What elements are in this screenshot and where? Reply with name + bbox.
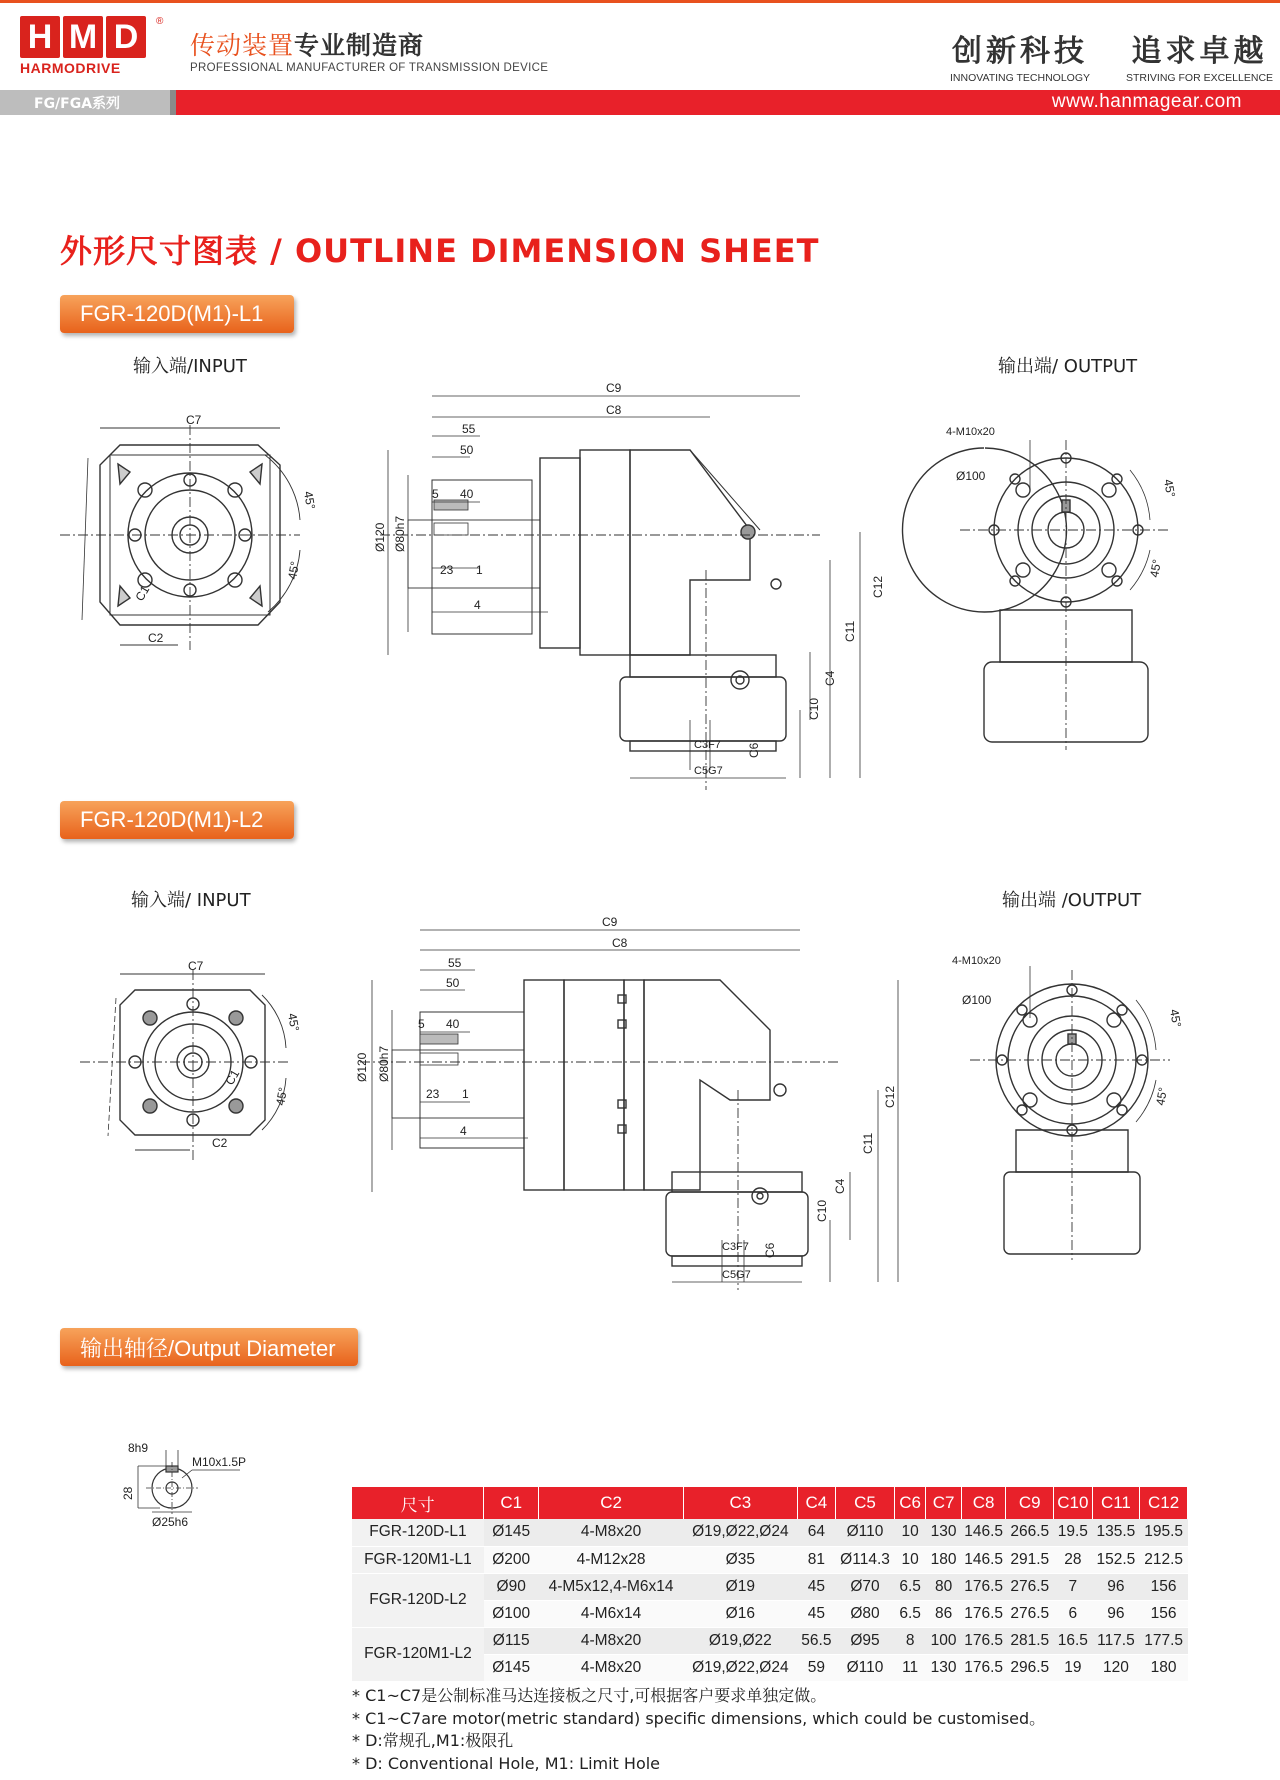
table-row (352, 1627, 1188, 1654)
cell-c6: 8 (894, 1627, 925, 1654)
col-header-c10: C10 (1054, 1487, 1093, 1519)
cell-c1: Ø90 (484, 1573, 539, 1600)
dim-5-l2: 5 (418, 1017, 425, 1031)
cell-c5: Ø114.3 (836, 1546, 895, 1573)
cell-c7: 80 (926, 1573, 961, 1600)
cell-c3: Ø19,Ø22,Ø24 (684, 1654, 798, 1681)
dim-m10-l2: 4-M10x20 (952, 955, 1001, 967)
logo-letter-d: D (106, 16, 146, 58)
cell-c9: 281.5 (1006, 1627, 1054, 1654)
section-label-l2: FGR-120D(M1)-L2 (60, 801, 294, 839)
company-logo[interactable] (20, 16, 164, 82)
cell-c11: 96 (1092, 1573, 1140, 1600)
cell-c3: Ø19,Ø22,Ø24 (684, 1519, 798, 1546)
dim-45c-l1: 45° (1161, 478, 1178, 499)
cell-c8: 176.5 (961, 1654, 1006, 1681)
series-tab[interactable]: FG/FGA系列 (0, 90, 170, 115)
dim-c4-l2: C4 (833, 1178, 847, 1194)
dim-c8-l1: C8 (606, 403, 622, 417)
cell-c10: 16.5 (1054, 1627, 1093, 1654)
cell-c12: 156 (1140, 1600, 1188, 1627)
cell-c2: 4-M12x28 (539, 1546, 684, 1573)
dim-c10-l1: C10 (807, 697, 821, 720)
dim-45a-l1: 45° (301, 490, 318, 511)
cell-c4: 59 (797, 1654, 836, 1681)
model-cell: FGR-120D-L1 (352, 1519, 484, 1546)
logo-letter-h: H (20, 16, 60, 58)
dim-45b-l1: 45° (285, 560, 303, 581)
brand-tagline-cn-b: 专业制造商 (294, 31, 425, 60)
cell-c10: 7 (1054, 1573, 1093, 1600)
shaft-thread-dim: M10x1.5P (192, 1455, 247, 1469)
dim-40-l1: 40 (460, 487, 474, 501)
cell-c6: 10 (894, 1546, 925, 1573)
cell-c1: Ø145 (484, 1519, 539, 1546)
cell-c4: 64 (797, 1519, 836, 1546)
cell-c7: 130 (926, 1519, 961, 1546)
col-header-size: 尺寸 (352, 1487, 484, 1519)
dim-c1-l1: C1 (132, 583, 153, 604)
cell-c2: 4-M5x12,4-M6x14 (539, 1573, 684, 1600)
cell-c11: 135.5 (1092, 1519, 1140, 1546)
input-view-label-l1: 输入端/INPUT (133, 356, 247, 377)
cell-c5: Ø110 (836, 1654, 895, 1681)
brand-tagline-cn-a: 传动装置 (190, 31, 295, 60)
cell-c2: 4-M6x14 (539, 1600, 684, 1627)
cell-c2: 4-M8x20 (539, 1519, 684, 1546)
cell-c10: 28 (1054, 1546, 1093, 1573)
dim-c10-l2: C10 (815, 1199, 829, 1222)
cell-c7: 100 (926, 1627, 961, 1654)
cell-c7: 86 (926, 1600, 961, 1627)
dimension-table (352, 1487, 1188, 1682)
cell-c1: Ø145 (484, 1654, 539, 1681)
cell-c12: 177.5 (1140, 1627, 1188, 1654)
dim-c12-l2: C12 (883, 1085, 897, 1108)
output-shaft-drawing (0, 1430, 280, 1540)
dim-c1-l2: C1 (222, 1067, 243, 1088)
cell-c10: 6 (1054, 1600, 1093, 1627)
shaft-key-dim: 8h9 (128, 1441, 149, 1455)
col-header-c7: C7 (926, 1487, 961, 1519)
dim-45c-l2: 45° (1167, 1008, 1184, 1029)
cell-c7: 130 (926, 1654, 961, 1681)
dim-c6-l2: C6 (763, 1242, 777, 1258)
footnotes (352, 1685, 1045, 1775)
cell-c12: 212.5 (1140, 1546, 1188, 1573)
table-row (352, 1573, 1188, 1600)
dim-50-l2: 50 (446, 976, 460, 990)
section-label-l1: FGR-120D(M1)-L1 (60, 295, 294, 333)
dim-c11-l2: C11 (861, 1132, 875, 1154)
dim-1-l1: 1 (476, 563, 483, 577)
dim-c2-l2: C2 (212, 1136, 228, 1150)
cell-c6: 6.5 (894, 1573, 925, 1600)
dim-45d-l2: 45° (1153, 1086, 1171, 1107)
brand-tagline-cn (190, 26, 424, 62)
cell-c3: Ø16 (684, 1600, 798, 1627)
footnote-4: * D: Conventional Hole, M1: Limit Hole (352, 1753, 661, 1773)
output-view-label-l2: 输出端 /OUTPUT (1002, 890, 1142, 911)
cell-c3: Ø19 (684, 1573, 798, 1600)
dim-45d-l1: 45° (1147, 558, 1165, 579)
cell-c11: 152.5 (1092, 1546, 1140, 1573)
dim-m10-l1: 4-M10x20 (946, 426, 995, 438)
cell-c7: 180 (926, 1546, 961, 1573)
model-cell: FGR-120D-L2 (352, 1573, 484, 1627)
registered-mark: ® (156, 16, 164, 27)
dim-c5-l2: C5G7 (722, 1269, 751, 1281)
shaft-diameter-dim: Ø25h6 (152, 1515, 189, 1529)
cell-c9: 276.5 (1006, 1600, 1054, 1627)
dim-100-l2: Ø100 (962, 993, 992, 1007)
cell-c10: 19 (1054, 1654, 1093, 1681)
cell-c9: 266.5 (1006, 1519, 1054, 1546)
cell-c12: 180 (1140, 1654, 1188, 1681)
cell-c4: 81 (797, 1546, 836, 1573)
dim-23-l2: 23 (426, 1087, 440, 1101)
cell-c8: 176.5 (961, 1600, 1006, 1627)
col-header-c8: C8 (961, 1487, 1006, 1519)
cell-c9: 296.5 (1006, 1654, 1054, 1681)
dim-23-l1: 23 (440, 563, 454, 577)
dim-40-l2: 40 (446, 1017, 460, 1031)
dim-c6-l1: C6 (747, 742, 761, 758)
slogan-1-en: INNOVATING TECHNOLOGY (950, 72, 1091, 84)
model-cell: FGR-120M1-L2 (352, 1627, 484, 1681)
dim-c12-l1: C12 (871, 575, 885, 598)
header-top-rule (0, 0, 1280, 3)
col-header-c9: C9 (1006, 1487, 1054, 1519)
cell-c2: 4-M8x20 (539, 1627, 684, 1654)
cell-c4: 45 (797, 1600, 836, 1627)
cell-c1: Ø115 (484, 1627, 539, 1654)
cell-c2: 4-M8x20 (539, 1654, 684, 1681)
col-header-c11: C11 (1092, 1487, 1140, 1519)
dim-45b-l2: 45° (273, 1086, 291, 1107)
page-title: 外形尺寸图表 / OUTLINE DIMENSION SHEET (60, 232, 820, 270)
footnote-2: * C1~C7are motor(metric standard) specific dimensions, which could be customised。 (352, 1708, 1046, 1728)
col-header-c1: C1 (484, 1487, 539, 1519)
slogan-striving (1126, 26, 1273, 84)
slogan-2-en: STRIVING FOR EXCELLENCE (1126, 72, 1274, 84)
dim-5-l1: 5 (432, 487, 439, 501)
cell-c1: Ø100 (484, 1600, 539, 1627)
cell-c9: 276.5 (1006, 1573, 1054, 1600)
dim-c7-l1: C7 (186, 413, 202, 427)
cell-c3: Ø19,Ø22 (684, 1627, 798, 1654)
brand-tagline-en: PROFESSIONAL MANUFACTURER OF TRANSMISSION DEVICE (190, 62, 549, 74)
input-view-label-l2: 输入端/ INPUT (131, 890, 251, 911)
cell-c6: 6.5 (894, 1600, 925, 1627)
cell-c5: Ø95 (836, 1627, 895, 1654)
dim-c3-l1: C3F7 (694, 739, 721, 751)
dim-80-l2: Ø80h7 (377, 1045, 391, 1082)
dim-c5-l1: C5G7 (694, 765, 723, 777)
cell-c12: 195.5 (1140, 1519, 1188, 1546)
dim-120-l2: Ø120 (355, 1052, 369, 1082)
cell-c1: Ø200 (484, 1546, 539, 1573)
cell-c9: 291.5 (1006, 1546, 1054, 1573)
cell-c11: 120 (1092, 1654, 1140, 1681)
output-face-l1 (903, 448, 1149, 742)
col-header-c12: C12 (1140, 1487, 1188, 1519)
shaft-height-dim: 28 (121, 1486, 135, 1500)
dim-c7-l2: C7 (188, 959, 204, 973)
cell-c10: 19.5 (1054, 1519, 1093, 1546)
table-row (352, 1519, 1188, 1546)
footnote-1: * C1~C7是公制标准马达连接板之尺寸,可根据客户要求单独定做。 (352, 1686, 827, 1705)
table-row (352, 1546, 1188, 1573)
col-header-c5: C5 (836, 1487, 895, 1519)
drawing-l1 (0, 380, 1280, 790)
dim-1-l2: 1 (462, 1087, 469, 1101)
cell-c6: 11 (894, 1654, 925, 1681)
cell-c8: 146.5 (961, 1546, 1006, 1573)
cell-c8: 176.5 (961, 1627, 1006, 1654)
cell-c12: 156 (1140, 1573, 1188, 1600)
dim-80-l1: Ø80h7 (393, 515, 407, 552)
cell-c8: 176.5 (961, 1573, 1006, 1600)
dim-55-l1: 55 (462, 422, 476, 436)
col-header-c2: C2 (539, 1487, 684, 1519)
dim-c2-l1: C2 (148, 631, 164, 645)
cell-c5: Ø70 (836, 1573, 895, 1600)
cell-c3: Ø35 (684, 1546, 798, 1573)
cell-c4: 56.5 (797, 1627, 836, 1654)
cell-c5: Ø80 (836, 1600, 895, 1627)
footnote-3: * D:常规孔,M1:极限孔 (352, 1731, 514, 1750)
dim-c8-l2: C8 (612, 936, 628, 950)
dim-100-l1: Ø100 (956, 469, 986, 483)
col-header-c6: C6 (894, 1487, 925, 1519)
dim-c9-l2: C9 (602, 915, 618, 929)
dim-c9-l1: C9 (606, 381, 622, 395)
col-header-c4: C4 (797, 1487, 836, 1519)
logo-text: HARMODRIVE (20, 60, 121, 76)
dim-c11-l1: C11 (843, 620, 857, 642)
dim-120-l1: Ø120 (373, 522, 387, 552)
cell-c11: 117.5 (1092, 1627, 1140, 1654)
slogan-2-cn: 追求卓越 (1131, 34, 1268, 69)
input-face-l2 (120, 990, 265, 1135)
website-link[interactable]: www.hanmagear.com (1051, 91, 1242, 112)
slogan-1-cn: 创新科技 (952, 34, 1089, 69)
dim-4-l1: 4 (474, 598, 481, 612)
cell-c5: Ø110 (836, 1519, 895, 1546)
dim-55-l2: 55 (448, 956, 462, 970)
slogan-innovating (950, 26, 1090, 84)
model-cell: FGR-120M1-L1 (352, 1546, 484, 1573)
col-header-c3: C3 (684, 1487, 798, 1519)
section-label-output-diameter: 输出轴径/Output Diameter (60, 1328, 358, 1366)
dim-c3-l2: C3F7 (722, 1241, 749, 1253)
dim-50-l1: 50 (460, 443, 474, 457)
dim-45a-l2: 45° (285, 1012, 302, 1033)
drawing-l2 (0, 910, 1280, 1290)
cell-c11: 96 (1092, 1600, 1140, 1627)
output-view-label-l1: 输出端/ OUTPUT (998, 356, 1138, 377)
table-header-row (352, 1487, 1188, 1519)
logo-mark (20, 16, 150, 58)
cell-c6: 10 (894, 1519, 925, 1546)
logo-letter-m: M (63, 16, 103, 58)
dim-c4-l1: C4 (823, 670, 837, 686)
cell-c8: 146.5 (961, 1519, 1006, 1546)
dim-4-l2: 4 (460, 1124, 467, 1138)
cell-c4: 45 (797, 1573, 836, 1600)
